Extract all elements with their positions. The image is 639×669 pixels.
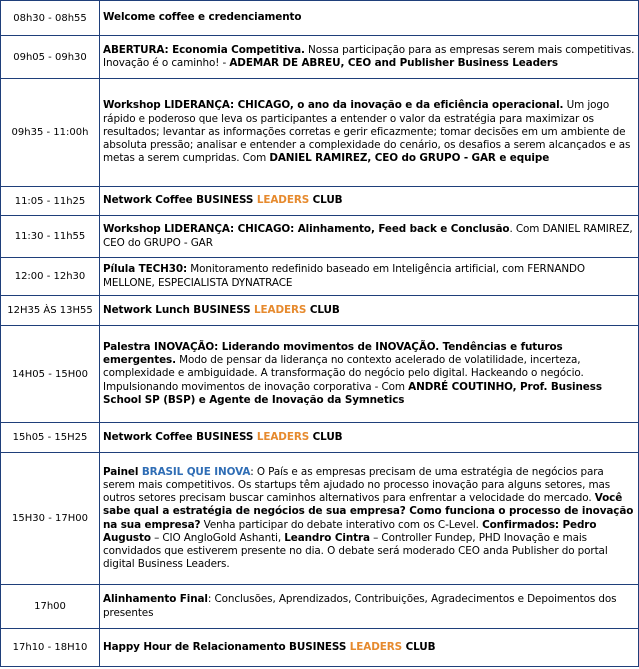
description-cell — [100, 79, 639, 187]
description-cell — [100, 296, 639, 326]
time-cell: 08h30 - 08h55 — [1, 1, 100, 36]
session-text: – CIO AngloGold Ashanti, — [150, 531, 285, 544]
table-row — [1, 453, 639, 585]
time-cell: 11:30 - 11h55 — [1, 216, 100, 258]
session-text: – Controller Fundep, PHD Inovação e mais convidados que estiverem presente no dia. O debate será moderado CEO anda Publisher do portal digital Business Leaders. — [103, 531, 608, 571]
time-cell: 17h00 — [1, 585, 100, 629]
time-cell: 14H05 - 15H00 — [1, 326, 100, 423]
description-cell — [100, 453, 639, 585]
leaders-highlight: LEADERS — [256, 194, 310, 207]
description-cell — [100, 423, 639, 453]
session-title-end: CLUB — [402, 640, 436, 653]
table-row — [1, 1, 639, 36]
table-row — [1, 326, 639, 423]
session-text: Modo de pensar da liderança no contexto acelerado de volatilidade, incerteza, complexidade e ambiguidade. A transformação do negócio pelo digital. Hackeando o negócio. Impulsionando movimentos de inovação corporativa - Com — [103, 354, 584, 393]
description-cell — [100, 36, 639, 79]
session-title: Happy Hour de Relacionamento BUSINESS — [103, 640, 350, 653]
description-cell — [100, 216, 639, 258]
session-title: Network Coffee BUSINESS — [103, 194, 257, 207]
time-cell: 15h05 - 15H25 — [1, 423, 100, 453]
table-row — [1, 629, 639, 667]
session-text: : Conclusões, Aprendizados, Contribuições, Agradecimentos e Depoimentos dos presentes — [103, 593, 617, 619]
time-cell: 15H30 - 17H00 — [1, 453, 100, 585]
session-title-end: CLUB — [306, 303, 340, 316]
session-title: Pílula TECH30: — [103, 263, 188, 276]
session-speaker: ADEMAR DE ABREU, CEO and Publisher Business Leaders — [229, 57, 558, 69]
table-row — [1, 258, 639, 296]
session-text: : O País e as empresas precisam de uma estratégia de negócios para serem mais competitivos. Os startups têm ajudado no processo inovação para alguns setores, mas outros setores precisam buscar caminhos alternativos para enfrentar a velocidade do mercado. — [103, 465, 611, 505]
description-cell — [100, 258, 639, 296]
session-text: Nossa participação para as empresas serem mais competitivas. Inovação é o caminho! - — [103, 43, 635, 69]
time-cell: 12H35 ÀS 13H55 — [1, 296, 100, 326]
session-title: Workshop LIDERANÇA: CHICAGO: Alinhamento, Feed back e Conclusão — [103, 223, 510, 236]
session-title-end: CLUB — [309, 194, 343, 207]
time-cell: 09h05 - 09h30 — [1, 36, 100, 79]
session-text: Venha participar do debate interativo com os C-Level. — [200, 518, 483, 531]
session-question: Você sabe qual a estratégia de negócios de sua empresa? Como funciona o processo de inovação na sua empresa? — [103, 492, 634, 531]
session-title: Network Lunch BUSINESS — [103, 303, 255, 316]
description-cell — [100, 629, 639, 667]
session-title: Palestra INOVAÇÃO: Liderando movimentos de INOVAÇÃO. Tendências e futuros emergentes. — [103, 340, 563, 367]
table-row — [1, 36, 639, 79]
session-text: Monitoramento redefinido baseado em Inteligência artificial, com FERNANDO MELLONE, ESPECIALISTA DYNATRACE — [103, 263, 585, 289]
session-speaker: DANIEL RAMIREZ, CEO do GRUPO - GAR e equipe — [269, 152, 550, 165]
time-cell: 17h10 - 18H10 — [1, 629, 100, 667]
session-title: Workshop LIDERANÇA: CHICAGO, o ano da inovação e da eficiência operacional. — [103, 99, 564, 112]
leaders-highlight: LEADERS — [254, 303, 307, 316]
session-title: Painel — [103, 465, 142, 478]
table-row — [1, 216, 639, 258]
table-row — [1, 423, 639, 453]
session-title: Alinhamento Final — [103, 593, 208, 606]
session-text: . Com DANIEL RAMIREZ, CEO do GRUPO - GAR — [103, 223, 633, 249]
description-cell — [100, 585, 639, 629]
table-row — [1, 585, 639, 629]
time-cell: 12:00 - 12h30 — [1, 258, 100, 296]
panel-name: BRASIL QUE INOVA — [141, 465, 251, 478]
confirmed-speaker: Confirmados: Pedro Augusto — [103, 518, 597, 544]
time-cell: 11:05 - 11h25 — [1, 187, 100, 216]
session-title: Welcome coffee e credenciamento — [103, 11, 302, 24]
table-row — [1, 296, 639, 326]
leaders-highlight: LEADERS — [256, 430, 310, 443]
leaders-highlight: LEADERS — [349, 640, 403, 653]
description-cell — [100, 187, 639, 216]
table-row — [1, 79, 639, 187]
session-speaker: ANDRÉ COUTINHO, Prof. Business School SP (BSP) e Agente de Inovação da Symnetics — [103, 380, 602, 406]
description-cell — [100, 1, 639, 36]
session-title-end: CLUB — [309, 430, 343, 443]
time-cell: 09h35 - 11:00h — [1, 79, 100, 187]
session-title: Network Coffee BUSINESS — [103, 430, 257, 443]
table-row — [1, 187, 639, 216]
session-title: ABERTURA: Economia Competitiva. — [103, 43, 305, 56]
description-cell — [100, 326, 639, 423]
session-text: Um jogo rápido e poderoso que leva os participantes a entender o valor da estratégia para maximizar os resultados; levantar as informações corretas e gerir eficazmente; tomar decisões em um ambiente de absoluta pressão; analisar e entender a complexidade do cenário, os desafios a serem alcançados e as metas a serem cumpridas. Com — [103, 99, 631, 165]
confirmed-speaker: Leandro Cintra — [284, 531, 370, 544]
